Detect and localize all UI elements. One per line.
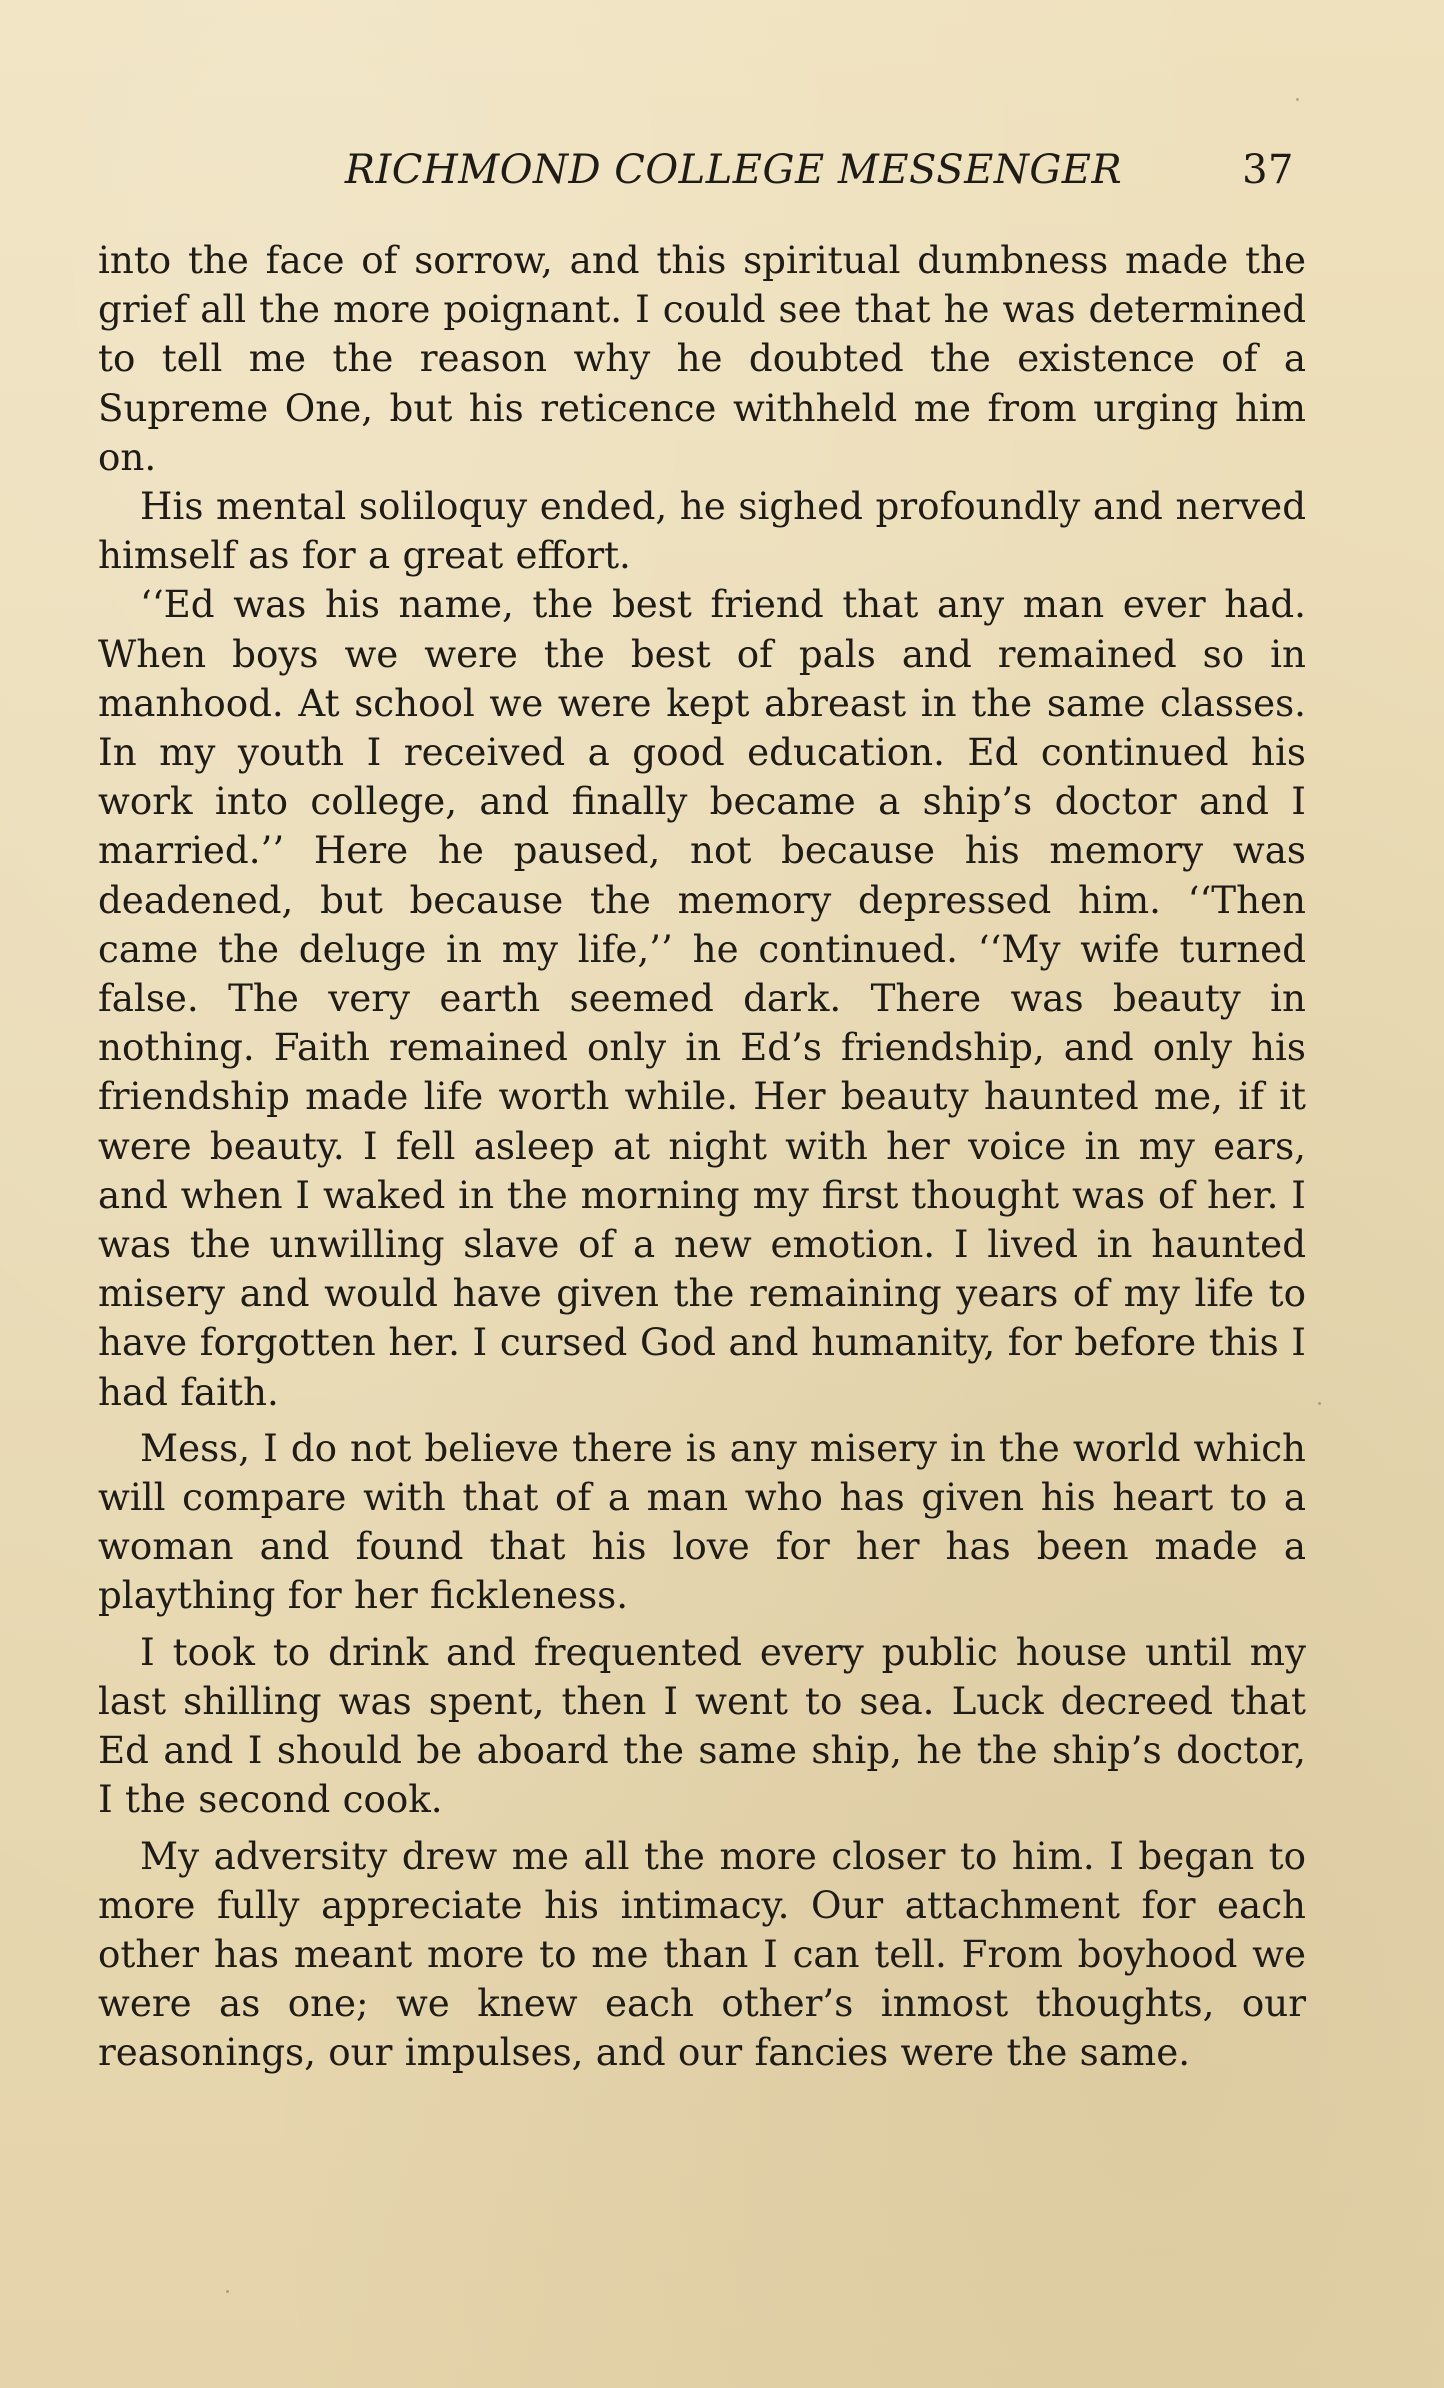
journal-title: RICHMOND COLLEGE MESSENGER (344, 147, 1123, 193)
paragraph-6: My adversity drew me all the more closer to him. I began to more fully appreciate his intimacy. Our attachment for each other has meant more to me than I can tell. From boyhood we were as one; we knew each other’s inmost thoughts, our reasonings, our impulses, and our fancies were the same. (98, 1833, 1306, 2075)
paragraph-1: into the face of sorrow, and this spiritual dumbness made the grief all the more poignant. I could see that he was determined to tell me the reason why he doubted the existence of a Supreme One, but his reticence withheld me from urging him on. (98, 238, 1306, 479)
page-number: 37 (1242, 147, 1294, 193)
paragraph-5: I took to drink and frequented every public house until my last shilling was spent, then I went to sea. Luck decreed that Ed and I should be aboard the same ship, he the ship’s doctor, I the second cook. (98, 1629, 1306, 1822)
paper-speck (226, 2290, 229, 2293)
body-text (98, 236, 1306, 2078)
paper-speck (1296, 98, 1299, 101)
paragraph-4: Mess, I do not believe there is any misery in the world which will compare with that of a man who has given his heart to a woman and found that his love for her has been made a plaything for her fickleness. (98, 1425, 1306, 1618)
paper-speck (1318, 1402, 1321, 1405)
running-head (98, 140, 1294, 200)
paragraph-2: His mental soliloquy ended, he sighed profoundly and nerved himself as for a great effort. (98, 484, 1306, 578)
paragraph-3: ‘‘Ed was his name, the best friend that any man ever had. When boys we were the best of pals and remained so in manhood. At school we were kept abreast in the same classes. In my youth I received a good education. Ed continued his work into college, and finally became a ship’s doctor and I married.’’ Here he paused, not because his memory was deadened, but because the memory depressed him. ‘‘Then came the deluge in my life,’’ he continued. ‘‘My wife turned false. The very earth seemed dark. There was beauty in nothing. Faith remained only in Ed’s friendship, and only his friendship made life worth while. Her beauty haunted me, if it were beauty. I fell asleep at night with her voice in my ears, and when I waked in the morning my first thought was of her. I was the unwilling slave of a new emotion. I lived in haunted misery and would have given the remaining years of my life to have forgotten her. I cursed God and humanity, for before this I had faith. (98, 582, 1306, 1414)
